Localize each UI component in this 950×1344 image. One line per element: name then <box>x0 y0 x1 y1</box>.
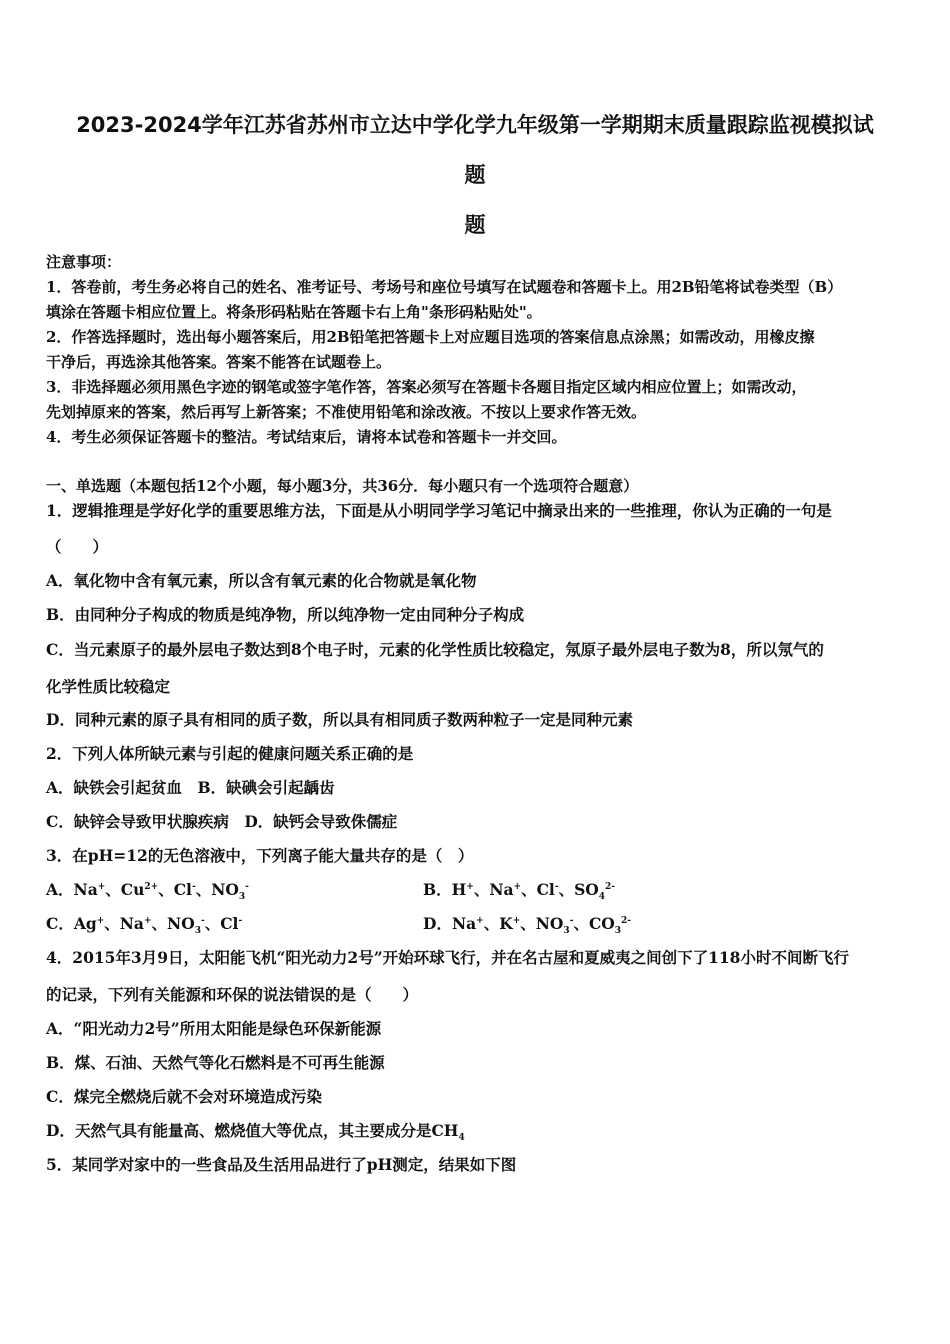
question-3-options-row-2 <box>46 914 906 937</box>
question-2-options-cd: C．缺锌会导致甲状腺疾病 D．缺钙会导致侏儒症 <box>46 812 398 831</box>
section-heading: 一、单选题（本题包括12个小题，每小题3分，共36分．每小题只有一个选项符合题意） <box>46 477 639 495</box>
notice-line: 填涂在答题卡相应位置上。将条形码粘贴在答题卡右上角"条形码粘贴处"。 <box>46 303 542 321</box>
question-4-option-a: A．“阳光动力2号”所用太阳能是绿色环保新能源 <box>46 1019 382 1038</box>
question-3-options-row-1 <box>46 880 906 903</box>
question-3-option-d: D．Na+、K+、$NO_3^-$、$CO_3^{2-}$ <box>423 914 632 937</box>
notice-heading: 注意事项： <box>46 253 122 271</box>
notice-line: 2．作答选择题时，选出每小题答案后，用2B铅笔把答题卡上对应题目选项的答案信息点涂黑；如需改动，用橡皮擦 <box>46 328 815 346</box>
question-1-stem-continued: （ ） <box>46 537 109 556</box>
question-5-stem: 5．某同学对家中的一些食品及生活用品进行了pH测定，结果如下图 <box>46 1155 517 1174</box>
question-3-option-a: A．Na+、$Cu^{2+}$、Cl-、$NO_3^-$ <box>46 880 249 903</box>
question-3-option-c: C．Ag+、Na+、$NO_3^-$、Cl- <box>46 914 243 937</box>
notice-line: 4．考生必须保证答题卡的整洁。考试结束后，请将本试卷和答题卡一并交回。 <box>46 428 567 446</box>
question-3-option-b: B．H+、Na+、Cl-、$SO_4^{2-}$ <box>423 880 616 903</box>
question-1-option-a: A．氧化物中含有氧元素，所以含有氧元素的化合物就是氧化物 <box>46 571 477 590</box>
page-title-continuation: 题 <box>464 163 486 187</box>
question-1-option-d: D．同种元素的原子具有相同的质子数，所以具有相同质子数两种粒子一定是同种元素 <box>46 710 633 729</box>
question-4-option-d: D．天然气具有能量高、燃烧值大等优点，其主要成分是$CH_4$ <box>46 1121 465 1144</box>
page-title-continuation-2: 题 <box>464 213 486 237</box>
question-3-stem: 3．在pH=12的无色溶液中，下列离子能大量共存的是（ ） <box>46 846 474 865</box>
notice-line: 先划掉原来的答案，然后再写上新答案；不准使用铅笔和涂改液。不按以上要求作答无效。 <box>46 403 647 421</box>
question-4-option-b: B．煤、石油、天然气等化石燃料是不可再生能源 <box>46 1053 385 1072</box>
question-1-stem: 1．逻辑推理是学好化学的重要思维方法，下面是从小明同学学习笔记中摘录出来的一些推理，你认为正确的一句是 <box>46 501 832 520</box>
notice-line: 3．非选择题必须用黑色字迹的钢笔或签字笔作答，答案必须写在答题卡各题目指定区域内相应位置上；如需改动， <box>46 378 807 396</box>
question-2-options-ab: A．缺铁会引起贫血 B．缺碘会引起龋齿 <box>46 778 335 797</box>
question-4-stem-continued: 的记录，下列有关能源和环保的说法错误的是（ ） <box>46 985 419 1004</box>
question-1-option-c: C．当元素原子的最外层电子数达到8个电子时，元素的化学性质比较稳定，氖原子最外层电子数为8，所以氖气的 <box>46 640 824 659</box>
notice-line: 1．答卷前，考生务必将自己的姓名、准考证号、考场号和座位号填写在试题卷和答题卡上。用2B铅笔将试卷类型（B） <box>46 278 843 296</box>
question-4-option-c: C．煤完全燃烧后就不会对环境造成污染 <box>46 1087 322 1106</box>
question-1-option-b: B．由同种分子构成的物质是纯净物，所以纯净物一定由同种分子构成 <box>46 605 525 624</box>
question-1-option-c-continued: 化学性质比较稳定 <box>46 677 171 696</box>
notice-line: 干净后，再选涂其他答案。答案不能答在试题卷上。 <box>46 353 392 371</box>
question-4-stem: 4．2015年3月9日，太阳能飞机“阳光动力2号”开始环球飞行，并在名古屋和夏威夷之间创下了118小时不间断飞行 <box>46 948 849 967</box>
question-2-stem: 2．下列人体所缺元素与引起的健康问题关系正确的是 <box>46 744 414 763</box>
page-title: 2023-2024学年江苏省苏州市立达中学化学九年级第一学期期末质量跟踪监视模拟试 <box>76 113 874 137</box>
